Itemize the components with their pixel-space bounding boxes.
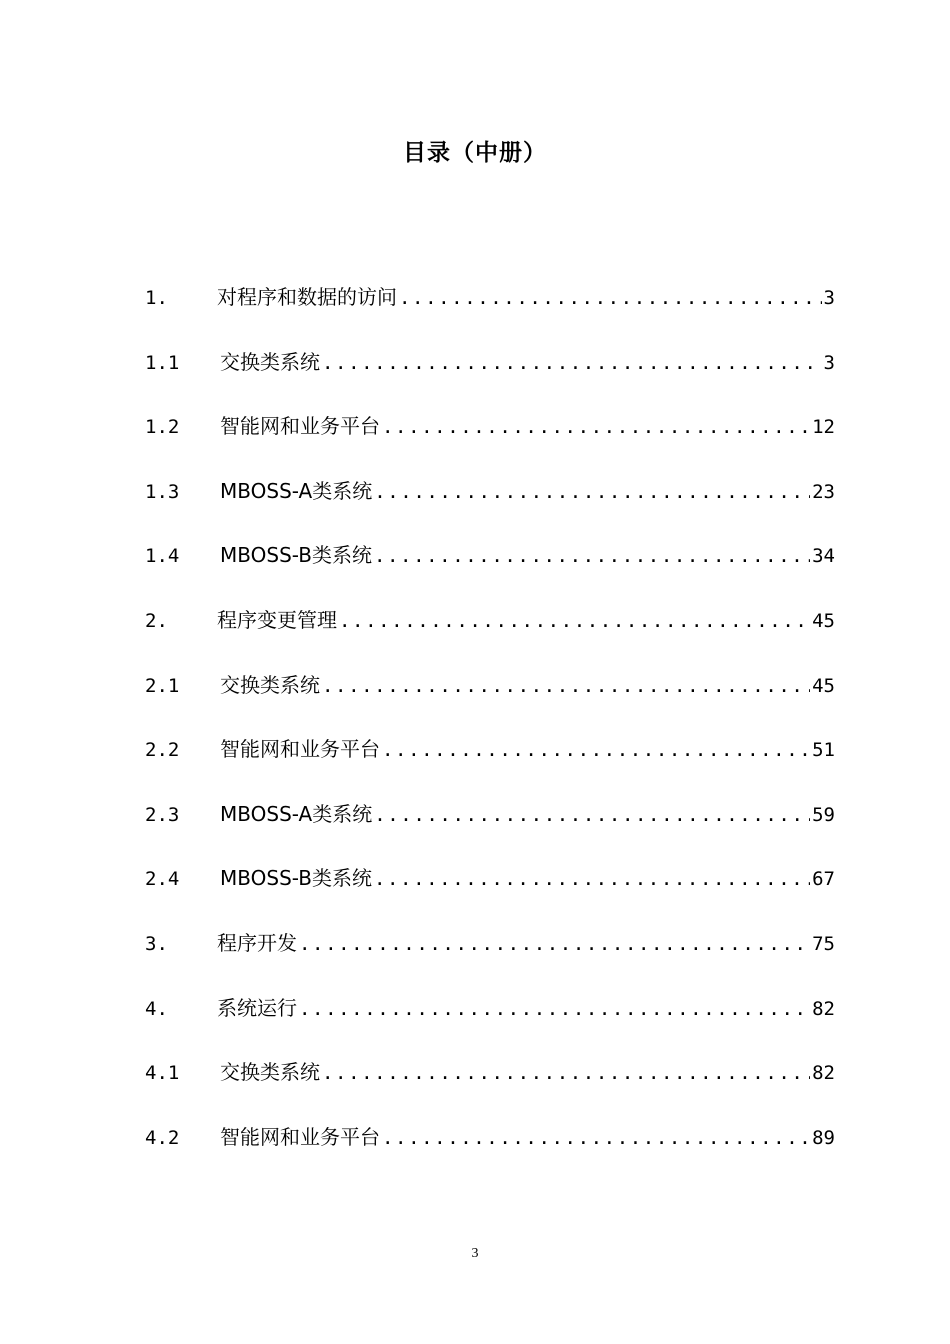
toc-entry-label: MBOSS-A类系统 — [220, 478, 373, 503]
toc-dot-leader — [399, 283, 822, 313]
toc-entry-label: 程序变更管理 — [217, 607, 337, 632]
toc-title: 目录（中册） — [403, 140, 547, 166]
toc-dot-leader — [339, 606, 810, 636]
toc-entry-number: 2. — [145, 609, 168, 632]
toc-entry[interactable] — [145, 928, 835, 993]
toc-dot-leader — [374, 800, 810, 830]
toc-entry[interactable] — [145, 347, 835, 412]
toc-entry-number: 1.2 — [145, 416, 180, 439]
toc-entry-number: 1.3 — [145, 480, 180, 503]
toc-entry-page: 3 — [823, 351, 835, 374]
toc-dot-leader — [374, 864, 810, 894]
toc-entry[interactable] — [145, 411, 835, 476]
toc-entry-page: 75 — [812, 932, 835, 955]
toc-entry-label: 交换类系统 — [220, 1060, 320, 1085]
toc-entry[interactable] — [145, 863, 835, 928]
toc-dot-leader — [322, 1058, 810, 1088]
toc-entry[interactable] — [145, 993, 835, 1058]
toc-dot-leader — [374, 541, 810, 571]
toc-entry-number: 2.2 — [145, 739, 180, 762]
toc-entry-number: 2.1 — [145, 674, 180, 697]
toc-entry[interactable] — [145, 1057, 835, 1122]
toc-entry-number: 1. — [145, 287, 168, 309]
toc-entry-number: 4.1 — [145, 1062, 180, 1085]
toc-entry-page: 51 — [812, 739, 835, 762]
toc-entry-page: 3 — [823, 287, 835, 309]
toc-entry[interactable] — [145, 1122, 835, 1187]
toc-entry[interactable] — [145, 670, 835, 735]
toc-entry-page: 89 — [812, 1126, 835, 1149]
toc-entry-label: 程序开发 — [217, 930, 297, 955]
toc-entry-page: 67 — [812, 868, 835, 891]
toc-dot-leader — [322, 671, 810, 701]
toc-dot-leader — [382, 735, 810, 765]
table-of-contents — [145, 282, 835, 1186]
toc-dot-leader — [322, 348, 822, 378]
toc-dot-leader — [374, 477, 810, 507]
toc-entry-number: 2.4 — [145, 868, 180, 891]
toc-entry-label: 系统运行 — [217, 995, 297, 1020]
toc-dot-leader — [382, 1123, 810, 1153]
toc-entry-number: 1.4 — [145, 545, 180, 568]
toc-entry-label: 智能网和业务平台 — [220, 737, 380, 762]
toc-entry-page: 45 — [812, 609, 835, 632]
toc-entry-page: 23 — [812, 480, 835, 503]
toc-entry-page: 12 — [812, 416, 835, 439]
toc-entry-number: 4.2 — [145, 1126, 180, 1149]
toc-entry-page: 82 — [812, 997, 835, 1020]
toc-entry[interactable] — [145, 540, 835, 605]
toc-entry[interactable] — [145, 476, 835, 541]
toc-dot-leader — [299, 994, 810, 1024]
toc-entry-label: 交换类系统 — [220, 672, 320, 697]
toc-entry-number: 1.1 — [145, 351, 180, 374]
toc-entry[interactable] — [145, 799, 835, 864]
toc-entry-page: 82 — [812, 1062, 835, 1085]
toc-entry[interactable] — [145, 282, 835, 347]
page-number: 3 — [471, 1246, 479, 1261]
toc-entry-label: 智能网和业务平台 — [220, 414, 380, 439]
toc-entry-label: 智能网和业务平台 — [220, 1124, 380, 1149]
toc-entry-number: 2.3 — [145, 803, 180, 826]
toc-entry-label: 对程序和数据的访问 — [217, 285, 397, 309]
toc-dot-leader — [382, 412, 810, 442]
toc-entry-label: MBOSS-B类系统 — [220, 866, 372, 891]
toc-entry-number: 4. — [145, 997, 168, 1020]
toc-entry-label: 交换类系统 — [220, 349, 320, 374]
toc-dot-leader — [299, 929, 810, 959]
toc-entry-page: 34 — [812, 545, 835, 568]
toc-entry[interactable] — [145, 605, 835, 670]
toc-entry-page: 45 — [812, 674, 835, 697]
toc-entry[interactable] — [145, 734, 835, 799]
toc-entry-label: MBOSS-A类系统 — [220, 801, 373, 826]
toc-entry-number: 3. — [145, 932, 168, 955]
toc-entry-page: 59 — [812, 803, 835, 826]
toc-entry-label: MBOSS-B类系统 — [220, 543, 372, 568]
